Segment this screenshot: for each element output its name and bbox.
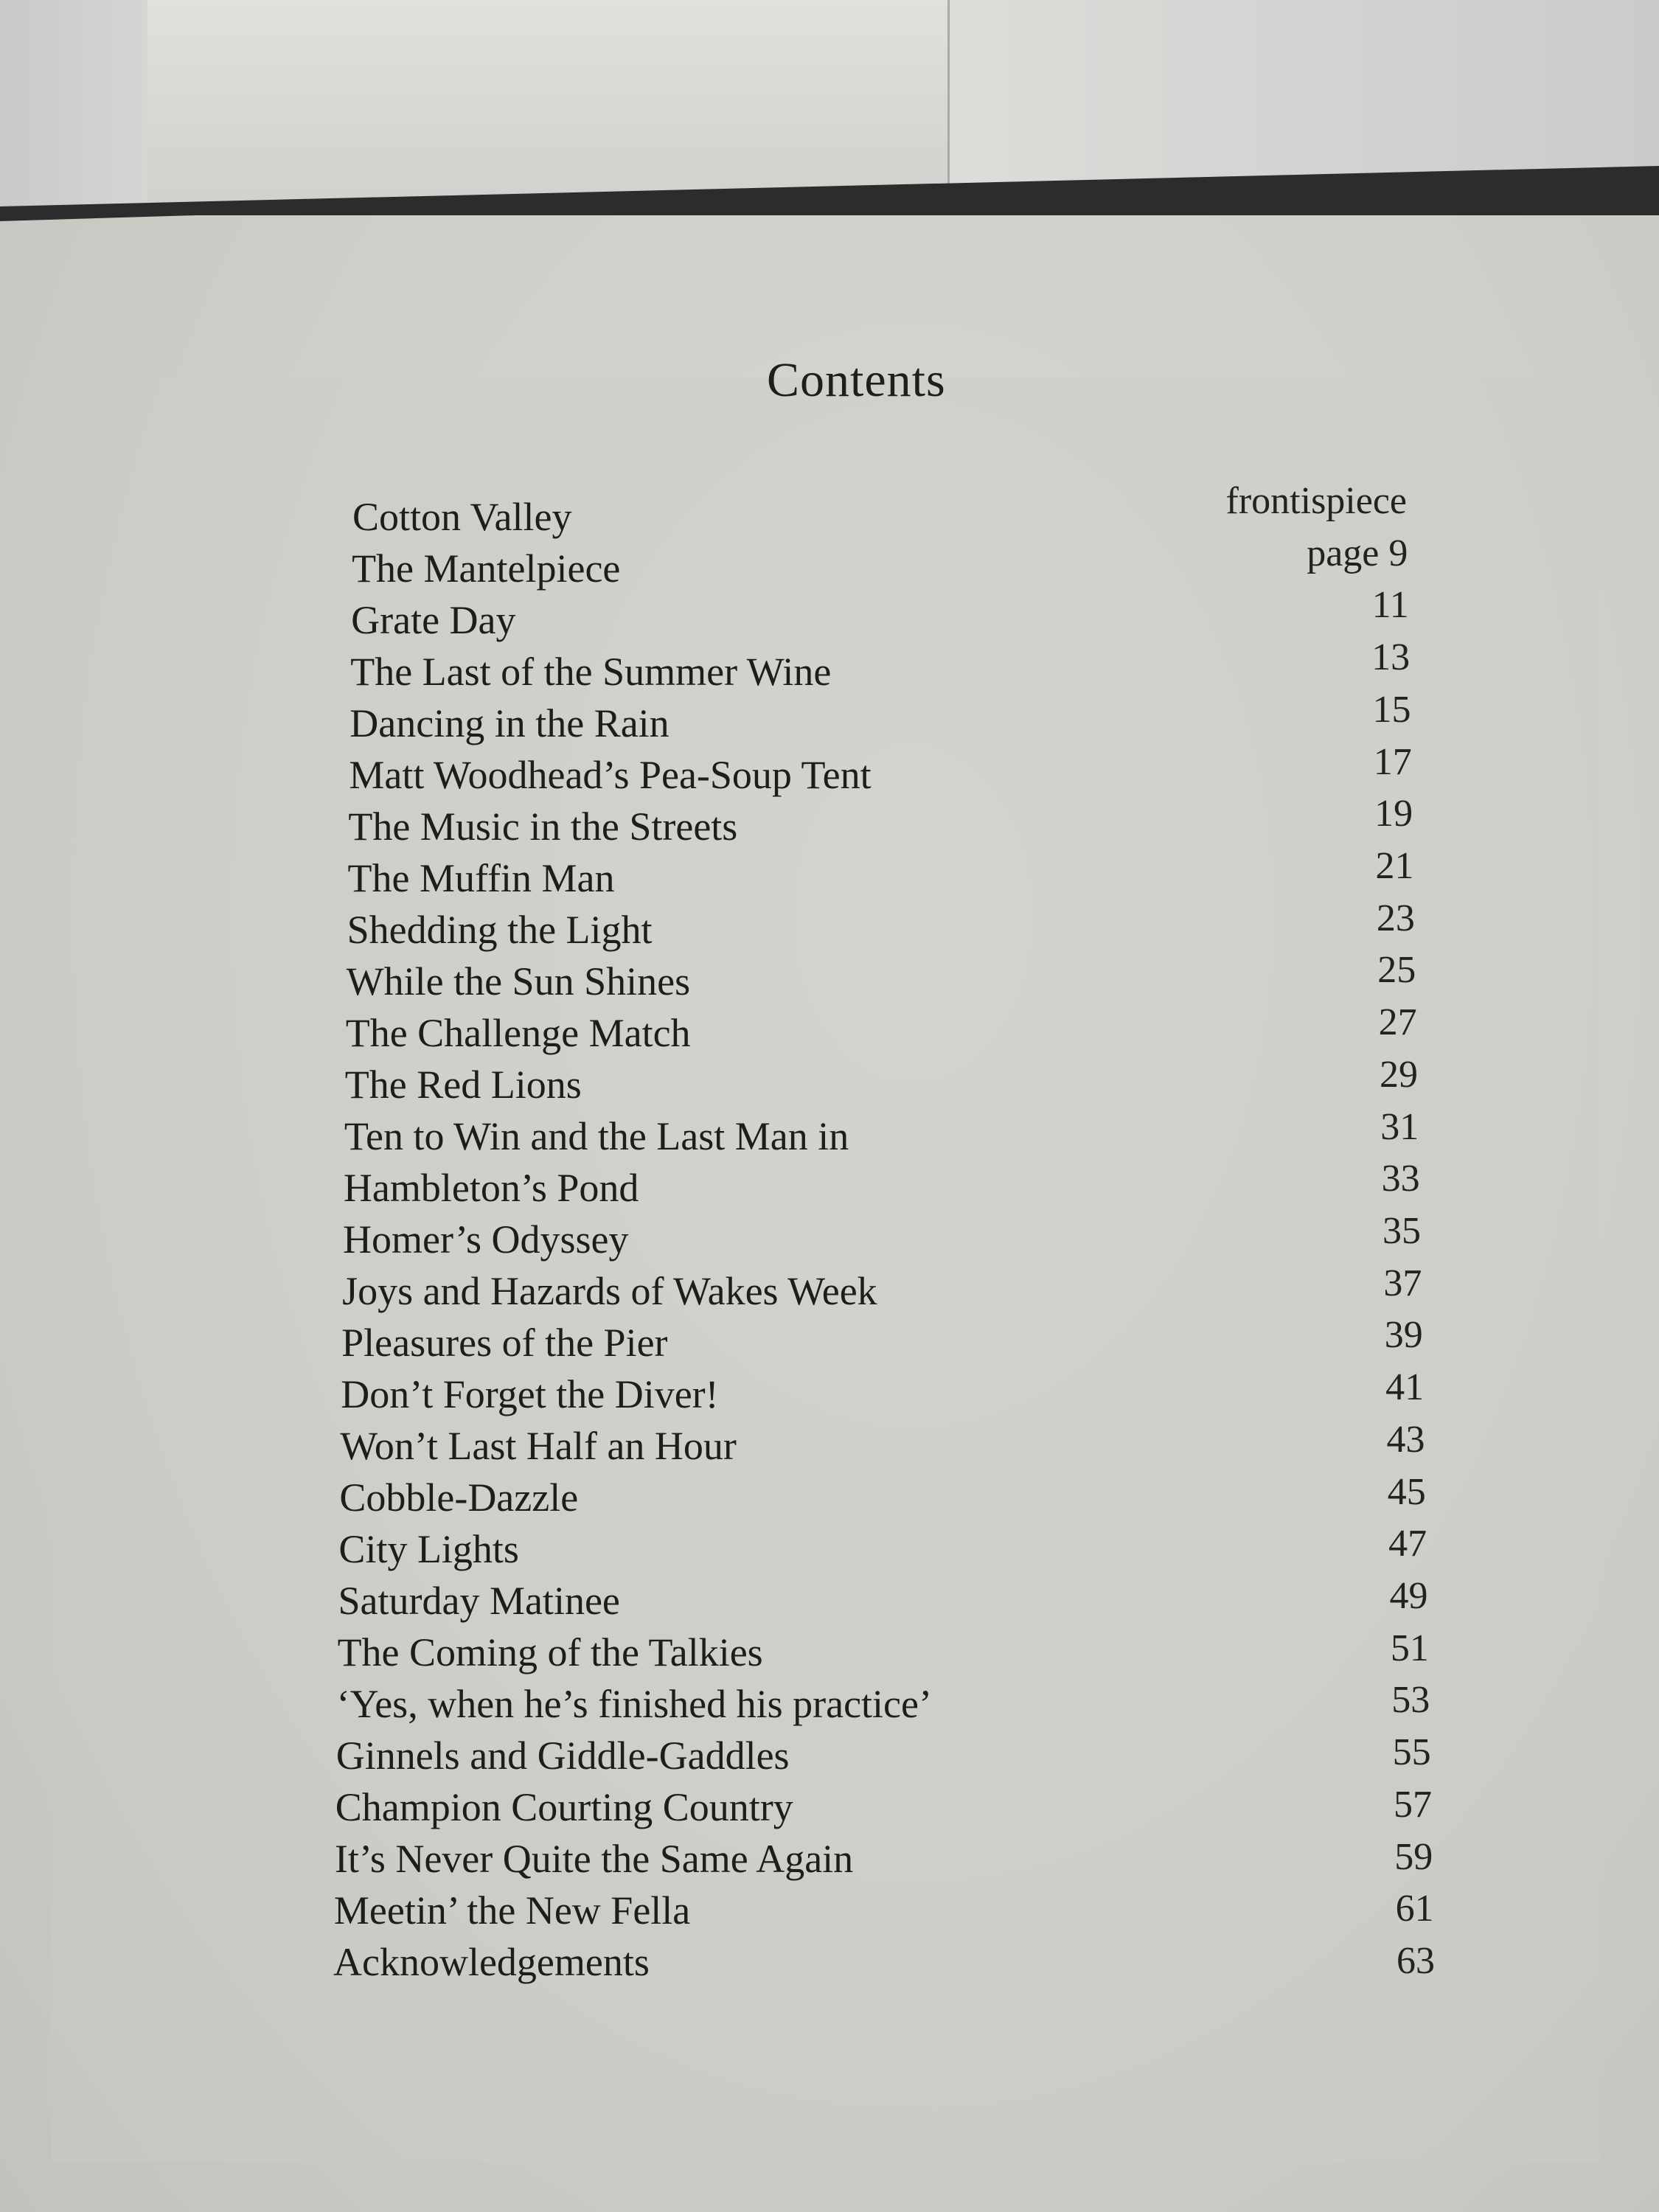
toc-entry-title: The Challenge Match (345, 1011, 691, 1055)
toc-entry-page: 63 (1397, 1940, 1435, 1982)
toc-entry-page: 45 (1387, 1470, 1426, 1513)
toc-entry-title: It’s Never Quite the Same Again (334, 1837, 854, 1881)
toc-entry-page: 39 (1384, 1314, 1423, 1357)
toc-entry-title: Don’t Forget the Diver! (341, 1372, 719, 1416)
toc-entry-page: 57 (1393, 1783, 1432, 1826)
toc-entry-page: 11 (1371, 584, 1409, 627)
toc-entry-title: Joys and Hazards of Wakes Week (342, 1269, 877, 1313)
toc-entry-page: 25 (1377, 949, 1416, 992)
toc-entry-page: 15 (1372, 688, 1411, 731)
toc-entry-page: 35 (1382, 1210, 1421, 1252)
toc-entry-page: 47 (1388, 1523, 1427, 1565)
toc-entry-title: Meetin’ the New Fella (333, 1888, 691, 1933)
toc-entry-page: 23 (1376, 897, 1415, 939)
toc-entry-page: 49 (1389, 1575, 1428, 1617)
toc-entry-title: Shedding the Light (347, 908, 653, 952)
toc-entry-page: 61 (1395, 1888, 1434, 1930)
toc-entry-title: City Lights (338, 1527, 519, 1571)
toc-entry-page: 21 (1375, 845, 1414, 887)
toc-entry-title: The Music in the Streets (348, 804, 738, 849)
toc-entry-title: Dancing in the Rain (349, 701, 669, 745)
toc-entry-page: frontispiece (1225, 480, 1407, 522)
toc-entry-page: 41 (1385, 1366, 1425, 1409)
toc-entry-page: 37 (1383, 1262, 1422, 1304)
toc-entry-title: Cotton Valley (352, 495, 572, 539)
toc-entry-title: Won’t Last Half an Hour (340, 1424, 737, 1468)
toc-entry-title: Champion Courting Country (335, 1785, 793, 1829)
toc-entry-title: Acknowledgements (333, 1940, 650, 1984)
toc-entry-title: ‘Yes, when he’s finished his practice’ (336, 1682, 932, 1726)
toc-entry-page: page 9 (1307, 532, 1408, 574)
toc-entry-page: 55 (1392, 1731, 1431, 1774)
toc-entry-title: Ginnels and Giddle-Gaddles (335, 1733, 790, 1778)
toc-entry-page: 53 (1391, 1679, 1430, 1722)
toc-entry-title: The Muffin Man (347, 856, 615, 900)
toc-entry-page: 51 (1390, 1627, 1429, 1669)
toc-entry-page: 13 (1371, 636, 1411, 679)
page-print-area (52, 378, 1600, 2162)
toc-entry-title: The Last of the Summer Wine (350, 650, 832, 694)
toc-entry-title: Ten to Win and the Last Man in (344, 1114, 849, 1158)
toc-entry-title: Hambleton’s Pond (343, 1166, 639, 1210)
book-page (0, 215, 1659, 2212)
toc-entry-title: The Coming of the Talkies (337, 1630, 763, 1674)
toc-entry-title: Homer’s Odyssey (343, 1217, 629, 1262)
toc-entry-title: Cobble-Dazzle (339, 1475, 579, 1520)
toc-entry-page: 59 (1394, 1835, 1433, 1878)
toc-entry-title: The Red Lions (344, 1062, 582, 1107)
toc-entry-page: 31 (1380, 1105, 1419, 1148)
toc-entry-title: Saturday Matinee (338, 1579, 620, 1623)
toc-entry-title: The Mantelpiece (352, 546, 621, 591)
wall-board (147, 0, 485, 221)
toc-entry-page: 29 (1379, 1053, 1418, 1096)
toc-entry-title: Matt Woodhead’s Pea-Soup Tent (349, 753, 872, 797)
toc-entry-page: 43 (1386, 1418, 1425, 1461)
toc-entry-title: Grate Day (351, 598, 516, 642)
toc-entry-page: 27 (1378, 1001, 1417, 1044)
contents-heading: Contents (767, 353, 946, 407)
toc-entry-title: Pleasures of the Pier (341, 1321, 668, 1365)
toc-entry-page: 33 (1381, 1158, 1420, 1200)
toc-entry-page: 19 (1374, 793, 1413, 835)
toc-entry-title: While the Sun Shines (346, 959, 691, 1004)
toc-entry-page: 17 (1373, 740, 1412, 783)
